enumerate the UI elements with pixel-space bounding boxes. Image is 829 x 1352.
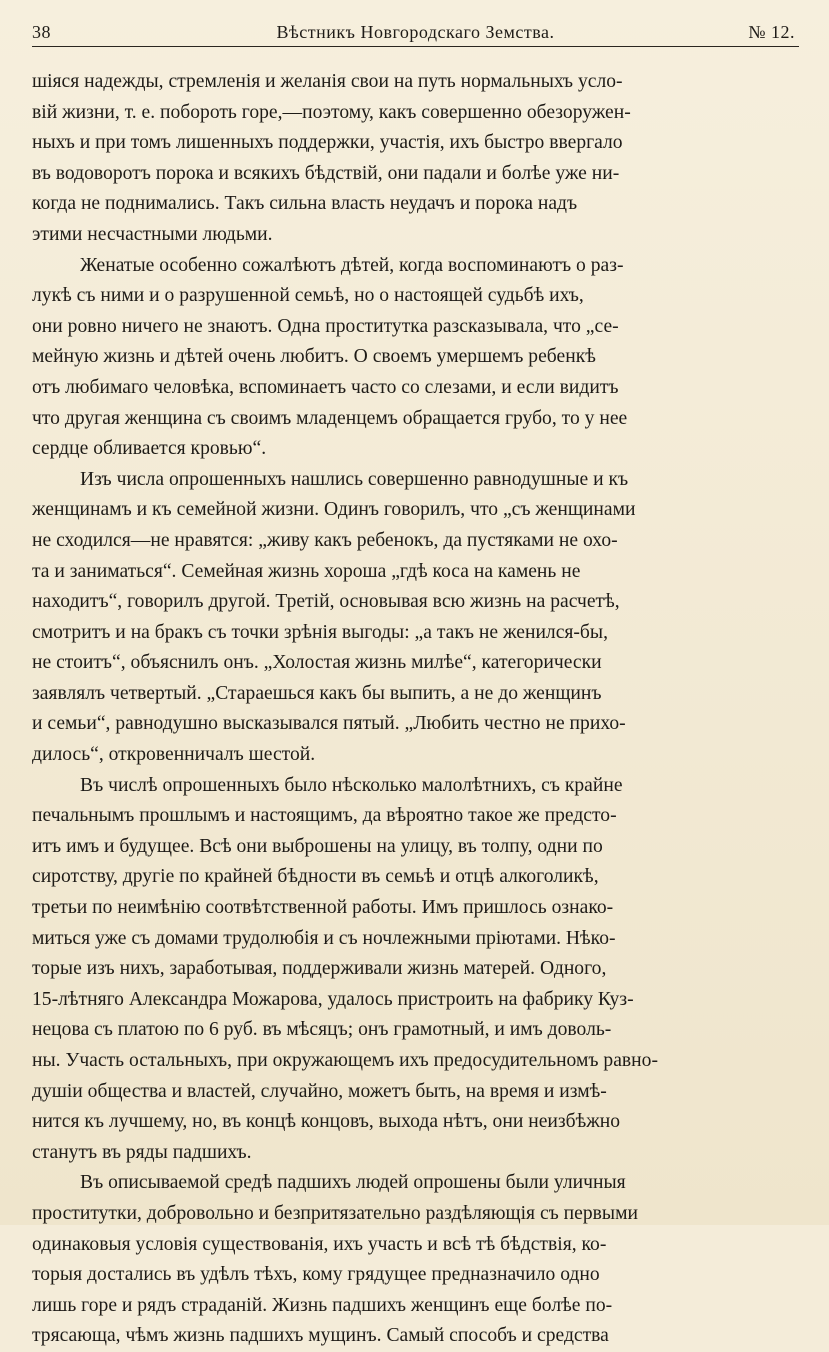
- text-line: смотритъ и на бракъ съ точки зрѣнія выгоды: „а такъ не женился-бы,: [32, 621, 608, 643]
- text-line: трясающа, чѣмъ жизнь падшихъ мущинъ. Самый способъ и средства: [32, 1325, 609, 1347]
- text-line: заявлялъ четвертый. „Стараешься какъ бы выпить, а не до женщинъ: [32, 682, 602, 704]
- text-line: ны. Участь остальныхъ, при окружающемъ ихъ предосудительномъ равно-: [32, 1050, 658, 1071]
- text-line: печальнымъ прошлымъ и настоящимъ, да вѣроятно такое же предсто-: [32, 805, 617, 827]
- text-line: миться уже съ домами трудолюбія и съ ночлежными пріютами. Нѣко-: [32, 927, 616, 949]
- text-line: лукѣ съ ними и о разрушенной семьѣ, но о настоящей судьбѣ ихъ,: [32, 285, 584, 307]
- paragraph-1: [32, 67, 799, 251]
- running-header: [32, 20, 799, 47]
- text-line: Изъ числа опрошенныхъ нашлись совершенно равнодушные и къ: [80, 468, 629, 490]
- text-line: сиротству, другіе по крайней бѣдности въ семьѣ и отцѣ алкоголикѣ,: [32, 866, 599, 888]
- paragraph-5: [32, 1168, 799, 1352]
- text-line: третьи по неимѣнію соотвѣтственной работы. Имъ пришлось ознако-: [32, 897, 614, 919]
- text-line: женщинамъ и къ семейной жизни. Одинъ говорилъ, что „съ женщинами: [32, 499, 636, 521]
- text-line: вій жизни, т. е. побороть горе,—поэтому, какъ совершенно обезоружен-: [32, 101, 631, 123]
- text-line: мейную жизнь и дѣтей очень любитъ. О своемъ умершемъ ребенкѣ: [32, 346, 596, 368]
- page-number: 38: [32, 22, 51, 42]
- text-line: итъ имъ и будущее. Всѣ они выброшены на улицу, въ толпу, одни по: [32, 835, 603, 857]
- text-line: сердце обливается кровью“.: [32, 438, 267, 460]
- text-line: душіи общества и властей, случайно, можетъ быть, на время и измѣ-: [32, 1080, 607, 1102]
- text-line: 15-лѣтняго Александра Можарова, удалось пристроить на фабрику Куз-: [32, 988, 634, 1010]
- text-line: отъ любимаго человѣка, вспоминаетъ часто со слезами, и если видитъ: [32, 376, 619, 398]
- body-text: [32, 67, 799, 1352]
- text-line: Въ числѣ опрошенныхъ было нѣсколько малолѣтнихъ, съ крайне: [80, 774, 623, 796]
- text-line: въ водоворотъ порока и всякихъ бѣдствій, они падали и болѣе уже ни-: [32, 162, 620, 184]
- text-line: Женатые особенно сожалѣютъ дѣтей, когда воспоминаютъ о раз-: [80, 254, 624, 276]
- text-line: когда не поднимались. Такъ сильна власть неудачъ и порока надъ: [32, 193, 578, 215]
- text-line: этими несчастными людьми.: [32, 223, 273, 245]
- text-line: та и заниматься“. Семейная жизнь хороша „гдѣ коса на камень не: [32, 560, 581, 582]
- paragraph-4: [32, 771, 799, 1169]
- text-line: нецова съ платою по 6 руб. въ мѣсяцъ; онъ грамотный, и имъ доволь-: [32, 1019, 612, 1041]
- text-line: не стоитъ“, объяснилъ онъ. „Холостая жизнь милѣе“, категорически: [32, 652, 602, 674]
- text-line: торые изъ нихъ, заработывая, поддерживали жизнь матерей. Одного,: [32, 958, 607, 980]
- text-line: ныхъ и при томъ лишенныхъ поддержки, участія, ихъ быстро ввергало: [32, 132, 623, 154]
- issue-number: № 12.: [748, 22, 795, 42]
- text-line: одинаковыя условія существованія, ихъ участь и всѣ тѣ бѣдствія, ко-: [32, 1233, 607, 1255]
- text-line: находитъ“, говорилъ другой. Третій, основывая всю жизнь на расчетѣ,: [32, 591, 620, 613]
- text-line: шіяся надежды, стремленія и желанія свои на путь нормальныхъ усло-: [32, 71, 623, 92]
- paragraph-2: [32, 251, 799, 465]
- text-line: Въ описываемой средѣ падшихъ людей опрошены были уличныя: [80, 1172, 626, 1194]
- text-line: торыя достались въ удѣлъ тѣхъ, кому грядущее предназначило одно: [32, 1264, 600, 1286]
- text-line: и семьи“, равнодушно высказывался пятый. „Любить честно не прихо-: [32, 713, 626, 735]
- text-line: нится къ лучшему, но, въ концѣ концовъ, выхода нѣтъ, они неизбѣжно: [32, 1111, 621, 1133]
- journal-title: Вѣстникъ Новгородскаго Земства.: [276, 22, 555, 42]
- text-line: не сходился—не нравятся: „живу какъ ребенокъ, да пустяками не охо-: [32, 529, 618, 551]
- text-line: лишь горе и рядъ страданій. Жизнь падшихъ женщинъ еще болѣе по-: [32, 1294, 613, 1316]
- text-line: станутъ въ ряды падшихъ.: [32, 1141, 252, 1163]
- text-line: что другая женщина съ своимъ младенцемъ обращается грубо, то у нее: [32, 407, 628, 429]
- text-line: дилось“, откровенничалъ шестой.: [32, 744, 316, 766]
- text-line: они ровно ничего не знаютъ. Одна проститутка разсказывала, что „се-: [32, 315, 619, 337]
- text-line: проститутки, добровольно и безпритязательно раздѣляющія съ первыми: [32, 1202, 638, 1224]
- paragraph-3: [32, 465, 799, 771]
